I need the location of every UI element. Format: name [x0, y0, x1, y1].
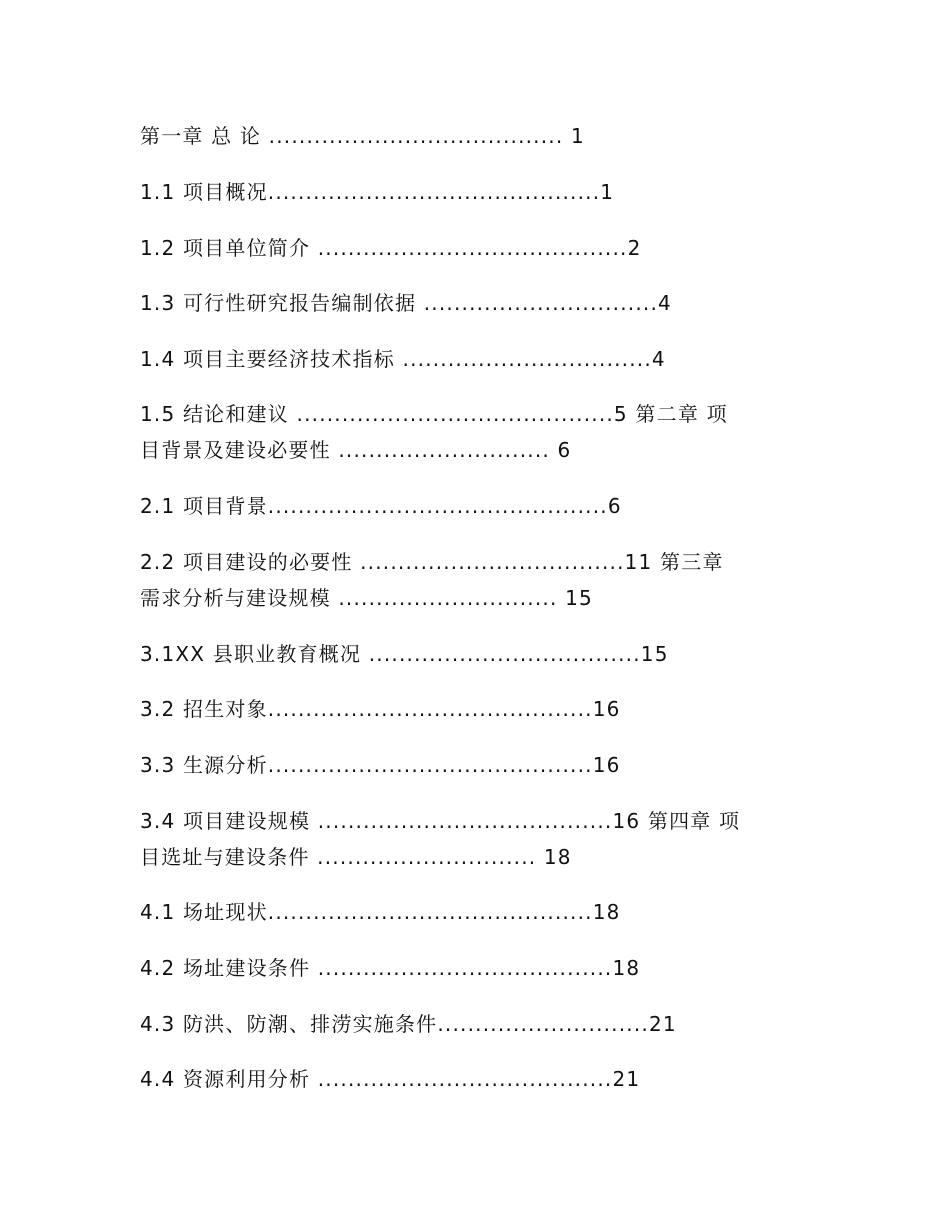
toc-entry-4-2[interactable]: 4.2 场址建设条件 .......................................18	[140, 956, 641, 980]
toc-entry-3-1[interactable]: 3.1XX 县职业教育概况 ....................................15	[140, 642, 669, 666]
toc-entry-4-3[interactable]: 4.3 防洪、防潮、排涝实施条件............................21	[140, 1012, 677, 1036]
toc-entry-1-1[interactable]: 1.1 项目概况............................................1	[140, 180, 615, 204]
toc-entry-chapter-4[interactable]: 目选址与建设条件 ............................. 18	[140, 845, 572, 869]
toc-entry-2-1[interactable]: 2.1 项目背景.............................................6	[140, 494, 622, 518]
toc-entry-3-3[interactable]: 3.3 生源分析...........................................16	[140, 753, 621, 777]
toc-entry-1-4[interactable]: 1.4 项目主要经济技术指标 .................................4	[140, 347, 666, 371]
toc-entry-1-2[interactable]: 1.2 项目单位简介 .........................................2	[140, 236, 642, 260]
toc-entry-chapter-2[interactable]: 目背景及建设必要性 ............................ 6	[140, 438, 572, 462]
toc-entry-4-4[interactable]: 4.4 资源利用分析 .......................................21	[140, 1067, 641, 1091]
toc-entry-2-2[interactable]: 2.2 项目建设的必要性 ...................................11 第三章	[140, 550, 724, 574]
toc-entry-3-2[interactable]: 3.2 招生对象...........................................16	[140, 697, 621, 721]
toc-entry-1-5[interactable]: 1.5 结论和建议 ..........................................5 第二章 项	[140, 402, 728, 426]
toc-entry-chapter-1[interactable]: 第一章 总 论 ....................................... 1	[140, 124, 585, 148]
toc-entry-chapter-3[interactable]: 需求分析与建设规模 ............................. 15	[140, 586, 593, 610]
toc-entry-4-1[interactable]: 4.1 场址现状...........................................18	[140, 900, 621, 924]
toc-entry-3-4[interactable]: 3.4 项目建设规模 .......................................16 第四章 项	[140, 809, 741, 833]
toc-entry-1-3[interactable]: 1.3 可行性研究报告编制依据 ...............................4	[140, 291, 672, 315]
